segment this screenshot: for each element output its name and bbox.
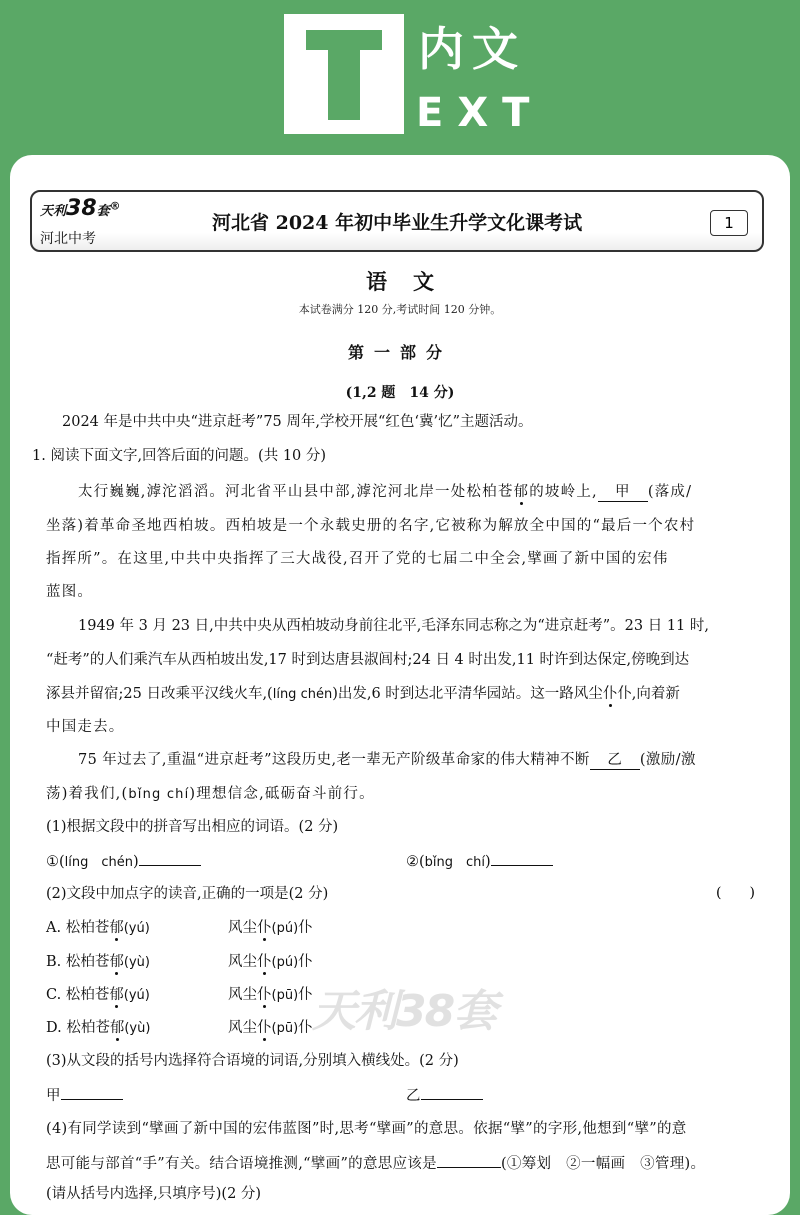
part-title: 第一部分 (347, 343, 452, 362)
region-label: 河北中考 (40, 231, 96, 247)
t-letter-stem (328, 30, 360, 120)
paper-number: 1 (710, 210, 748, 236)
option-d[interactable]: D. 松柏苍郁(yù) (46, 1020, 151, 1036)
sub-question-1: (1)根据文段中的拼音写出相应的词语。(2 分) (46, 819, 339, 835)
passage-p2-line3: 涿县并留宿;25 日改乘平汉线火车,(líng chén)出发,6 时到达北平清华园站。这一路风尘仆仆,向着新 (46, 686, 680, 702)
option-b[interactable]: B. 松柏苍郁(yù) (46, 954, 150, 970)
exam-note: 本试卷满分 120 分,考试时间 120 分钟。 (298, 303, 502, 316)
brand-watermark: 天利38套 (312, 986, 496, 1037)
text-logo-box (284, 14, 404, 134)
exam-title: 河北省 2024 年初中毕业生升学文化课考试 (212, 212, 583, 234)
passage-p3-line1: 75 年过去了,重温“进京赶考”这段历史,老一辈无产阶级革命家的伟大精神不断 乙 (激励/激 (78, 748, 696, 770)
option-c[interactable]: C. 松柏苍郁(yú) (46, 987, 150, 1003)
sub1-blank-a[interactable] (139, 849, 201, 866)
dotted-char-yu: 郁 (513, 484, 530, 500)
logo-number: 38 (66, 196, 97, 221)
subject-title: 语文 (366, 269, 460, 294)
pinyin-bing-chi: bǐng chí (128, 787, 190, 802)
dotted-char-pu: 仆 (602, 686, 618, 702)
option-a[interactable]: A. 松柏苍郁(yú) (46, 920, 150, 936)
sub-question-3: (3)从文段的括号内选择符合语境的词语,分别填入横线处。(2 分) (46, 1053, 459, 1069)
sub-question-4-line2: 思可能与部首“手”有关。结合语境推测,“擘画”的意思应该是 (①筹划 ②一幅画 ③管理)。 (46, 1151, 705, 1173)
blank-jia[interactable]: 甲 (598, 480, 648, 502)
registered-mark: ® (109, 199, 121, 213)
question-1-stem: 1. 阅读下面文字,回答后面的问题。(共 10 分) (32, 448, 327, 464)
blank-yi[interactable]: 乙 (590, 748, 640, 770)
logo-text: 天利 (40, 204, 67, 219)
passage-p2-line4: 中国走去。 (46, 719, 125, 735)
page-banner (0, 0, 800, 160)
option-b-second: 风尘仆(pú)仆 (228, 954, 313, 970)
sub3-answer-yi: 乙 (406, 1083, 483, 1105)
passage-p1-line2: 坐落)着革命圣地西柏坡。西柏坡是一个永载史册的名字,它被称为解放全中国的“最后一个农村 (46, 518, 696, 534)
option-d-second: 风尘仆(pū)仆 (228, 1020, 313, 1036)
passage-p1-line4: 蓝图。 (46, 584, 94, 600)
answer-parentheses[interactable]: ( ) (716, 885, 755, 901)
sub1-answer-a: ①(líng chén) (46, 849, 201, 870)
intro-text: 2024 年是中共中央“进京赶考”75 周年,学校开展“红色‘冀’忆”主题活动。 (62, 414, 533, 430)
option-c-second: 风尘仆(pū)仆 (228, 987, 313, 1003)
sub1-blank-b[interactable] (491, 849, 553, 866)
passage-p2-line2: “赶考”的人们乘汽车从西柏坡出发,17 时到达唐县淑闾村;24 日 4 时出发,11 时许到达保定,傍晚到达 (46, 652, 690, 668)
banner-cn-title: 内文 (418, 22, 526, 76)
brand-logo (40, 196, 120, 221)
sub1-answer-b: ②(bǐng chí) (406, 849, 553, 870)
sub3-blank-jia[interactable] (61, 1083, 123, 1100)
exam-header (30, 190, 764, 252)
passage-p2-line1: 1949 年 3 月 23 日,中共中央从西柏坡动身前往北平,毛泽东同志称之为“进京赶考”。23 日 11 时, (78, 618, 710, 634)
pinyin-ling-chen: líng chén (272, 687, 333, 702)
question-range: (1,2 题 14 分) (345, 385, 455, 401)
option-a-second: 风尘仆(pú)仆 (228, 920, 313, 936)
passage-p3-line2: 荡)着我们,(bǐng chí)理想信念,砥砺奋斗前行。 (46, 786, 375, 802)
sub3-answer-jia: 甲 (46, 1083, 123, 1105)
sub-question-2: (2)文段中加点字的读音,正确的一项是(2 分) (46, 886, 329, 902)
banner-en-title: EXT (416, 90, 544, 136)
sub3-blank-yi[interactable] (421, 1083, 483, 1100)
sub-question-4-line3: (请从括号内选择,只填序号)(2 分) (46, 1186, 262, 1202)
sub4-blank[interactable] (437, 1151, 501, 1168)
passage-p1-line1: 太行巍巍,滹沱滔滔。河北省平山县中部,滹沱河北岸一处松柏苍郁的坡岭上, 甲 (落成/ (78, 480, 692, 502)
logo-suffix: 套 (96, 204, 110, 219)
passage-p1-line3: 指挥所”。在这里,中共中央指挥了三大战役,召开了党的七届二中全会,擘画了新中国的宏伟 (46, 551, 669, 567)
sub-question-4-line1: (4)有同学读到“擘画了新中国的宏伟蓝图”时,思考“擘画”的意思。依据“擘”的字形,他想到“擘”的意 (46, 1121, 687, 1137)
